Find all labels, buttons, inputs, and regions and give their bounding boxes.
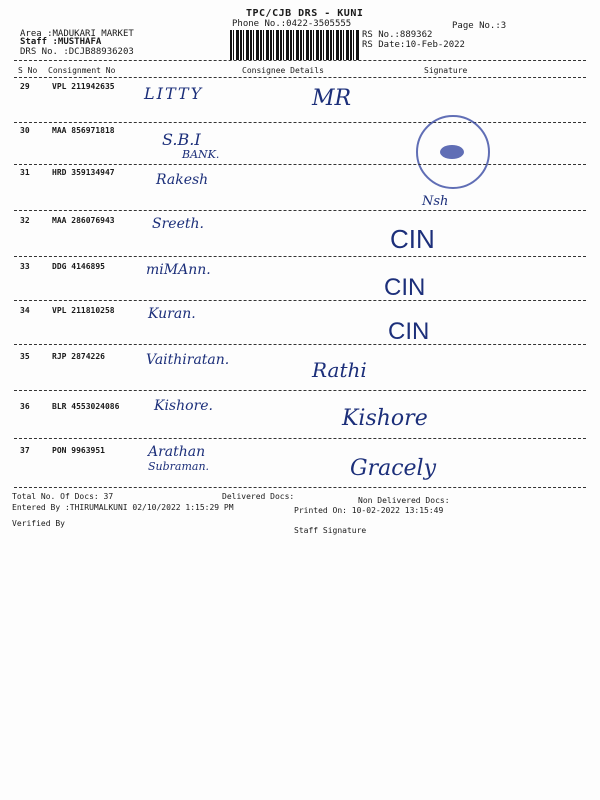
row-signature: CIN [384,274,426,301]
row-sno: 32 [20,216,30,225]
row-consignment: HRD 359134947 [52,168,115,177]
row-consignment: BLR 4553024086 [52,402,120,411]
row-divider [14,256,586,257]
row-signature: CIN [390,224,435,254]
row-divider [14,210,586,211]
phone-number: Phone No.:0422-3505555 [232,19,352,29]
col-consignee: Consignee Details [242,66,324,75]
row-divider [14,438,586,439]
document-title: TPC/CJB DRS - KUNI [246,8,364,19]
column-divider [14,77,586,78]
row-consignee: miMAnn. [146,262,211,278]
row-consignment: RJP 2874226 [52,352,105,361]
area-label: Area :MADUKARI MARKET [20,29,134,39]
row-divider [14,122,586,123]
row-consignee: LITTY [144,84,204,103]
row-consignment: MAA 856971818 [52,126,115,135]
row-signature: Nsh [422,194,449,209]
non-delivered-docs: Non Delivered Docs: [358,496,450,505]
row-consignment: VPL 211810258 [52,306,115,315]
row-divider [14,390,586,391]
row-divider [14,164,586,165]
staff-signature-label: Staff Signature [294,526,367,535]
delivered-docs: Delivered Docs: [222,492,295,501]
row-divider [14,344,586,345]
row-consignee: Vaithiratan. [146,352,230,368]
row-consignment: VPL 211942635 [52,82,115,91]
row-consignee: Kishore. [154,398,213,414]
footer-divider [14,487,586,488]
row-consignee: S.B.I [162,130,201,149]
total-docs: Total No. Of Docs: 37 [12,492,114,501]
row-consignment: MAA 286076943 [52,216,115,225]
row-consignment: DDG 4146895 [52,262,105,271]
row-consignee: Rakesh [156,172,209,188]
row-signature: Gracely [350,456,437,481]
rs-date: RS Date:10-Feb-2022 [362,40,465,50]
row-consignment: PON 9963951 [52,446,105,455]
row-signature: Rathi [312,358,367,382]
row-sno: 31 [20,168,30,177]
printed-on: Printed On: 10-02-2022 13:15:49 [294,506,444,515]
entered-by: Entered By :THIRUMALKUNI 02/10/2022 1:15:29 PM [12,503,234,512]
col-sno: S No [18,66,38,75]
row-sno: 34 [20,306,30,315]
row-sno: 33 [20,262,30,271]
drs-number: DRS No. :DCJB88936203 [20,47,134,57]
row-sno: 36 [20,402,30,411]
page-number: Page No.:3 [452,21,507,31]
row-signature: CIN [388,318,430,345]
row-sno: 30 [20,126,30,135]
row-consignee: Sreeth. [152,216,204,232]
verified-by: Verified By [12,519,65,528]
rs-number: RS No.:889362 [362,30,433,40]
row-consignee-line2: BANK. [182,148,220,161]
row-divider [14,300,586,301]
row-consignee: Kuran. [148,306,196,322]
row-sno: 29 [20,82,30,91]
bank-stamp [416,115,490,189]
row-signature: MR [312,86,352,111]
barcode [230,30,360,60]
header-divider [14,60,586,61]
row-sno: 35 [20,352,30,361]
row-consignee-line2: Subraman. [148,460,210,473]
row-consignee: Arathan [148,444,206,460]
staff-label: Staff :MUSTHAFA [20,37,102,47]
row-sno: 37 [20,446,30,455]
row-signature: Kishore [342,406,428,431]
col-consignment: Consignment No [48,66,116,75]
col-signature: Signature [424,66,468,75]
